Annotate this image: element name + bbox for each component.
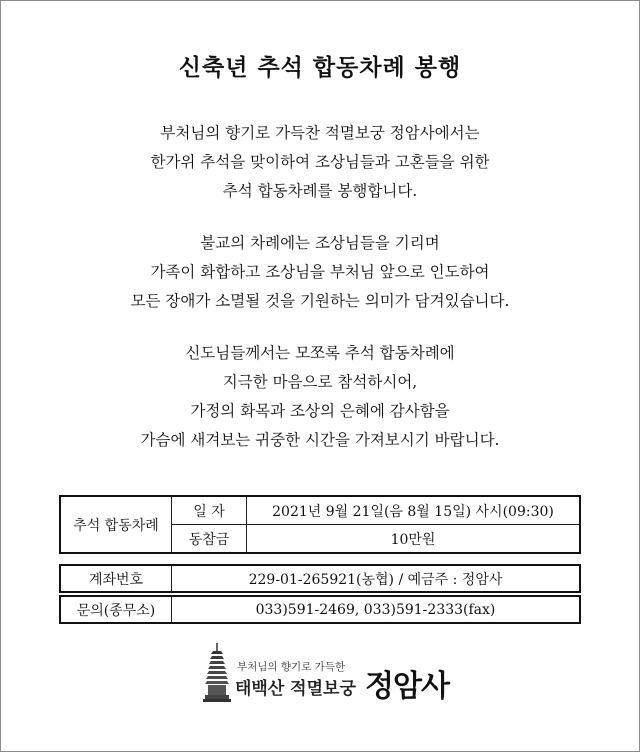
- logo-subtitle: 태백산 적멸보궁: [235, 679, 356, 699]
- text-line: 신도님들께서는 모쪼록 추석 합동차례에: [185, 344, 455, 362]
- page-title: 신축년 추석 합동차례 봉행: [178, 54, 462, 81]
- text-line: 추석 합동차례를 봉행합니다.: [222, 182, 418, 200]
- text-line: 부처님의 향기로 가득찬 적멸보궁 정암사에서는: [160, 124, 480, 142]
- logo-slogan: 부처님의 향기로 가득한: [237, 661, 346, 673]
- contact-value-cell: 033)591-2469, 033)591-2333(fax): [172, 596, 581, 623]
- account-table: [59, 564, 581, 593]
- meaning-paragraph: [1, 229, 639, 316]
- date-label-cell: 일 자: [172, 496, 247, 525]
- text-line: 가슴에 새겨보는 귀중한 시간을 가져보시기 바랍니다.: [140, 431, 500, 449]
- fee-label-cell: 동참금: [172, 525, 247, 554]
- account-value-cell: 229-01-265921(농협) / 예금주 : 정암사: [172, 565, 581, 592]
- invitation-paragraph: [1, 339, 639, 455]
- text-line: 가족이 화합하고 조상님을 부처님 앞으로 인도하여: [150, 263, 490, 281]
- logo-name: 정암사: [365, 669, 449, 704]
- text-line: 모든 장애가 소멸될 것을 기원하는 의미가 담겨있습니다.: [130, 292, 510, 310]
- table-row: [60, 596, 580, 623]
- text-line: 지극한 마음으로 참석하시어,: [222, 373, 418, 391]
- date-value-cell: 2021년 9월 21일(음 8월 15일) 사시(09:30): [247, 496, 581, 525]
- text-line: 가정의 화목과 조상의 은혜에 감사함을: [190, 402, 450, 420]
- table-row: [60, 496, 580, 525]
- text-line: 불교의 차례에는 조상님들을 기리며: [200, 234, 440, 252]
- event-info-table: [59, 495, 581, 554]
- text-line: 한가위 추석을 맞이하여 조상님들과 고혼들을 위한: [150, 153, 490, 171]
- contact-label-cell: 문의(종무소): [60, 596, 172, 623]
- contact-table: [59, 595, 581, 624]
- intro-paragraph: [1, 119, 639, 206]
- account-label-cell: 계좌번호: [60, 565, 172, 592]
- event-label-cell: 추석 합동차례: [60, 496, 172, 553]
- table-row: [60, 565, 580, 592]
- fee-value-cell: 10만원: [247, 525, 581, 554]
- pagoda-icon: [201, 643, 233, 703]
- temple-logo: [201, 643, 461, 703]
